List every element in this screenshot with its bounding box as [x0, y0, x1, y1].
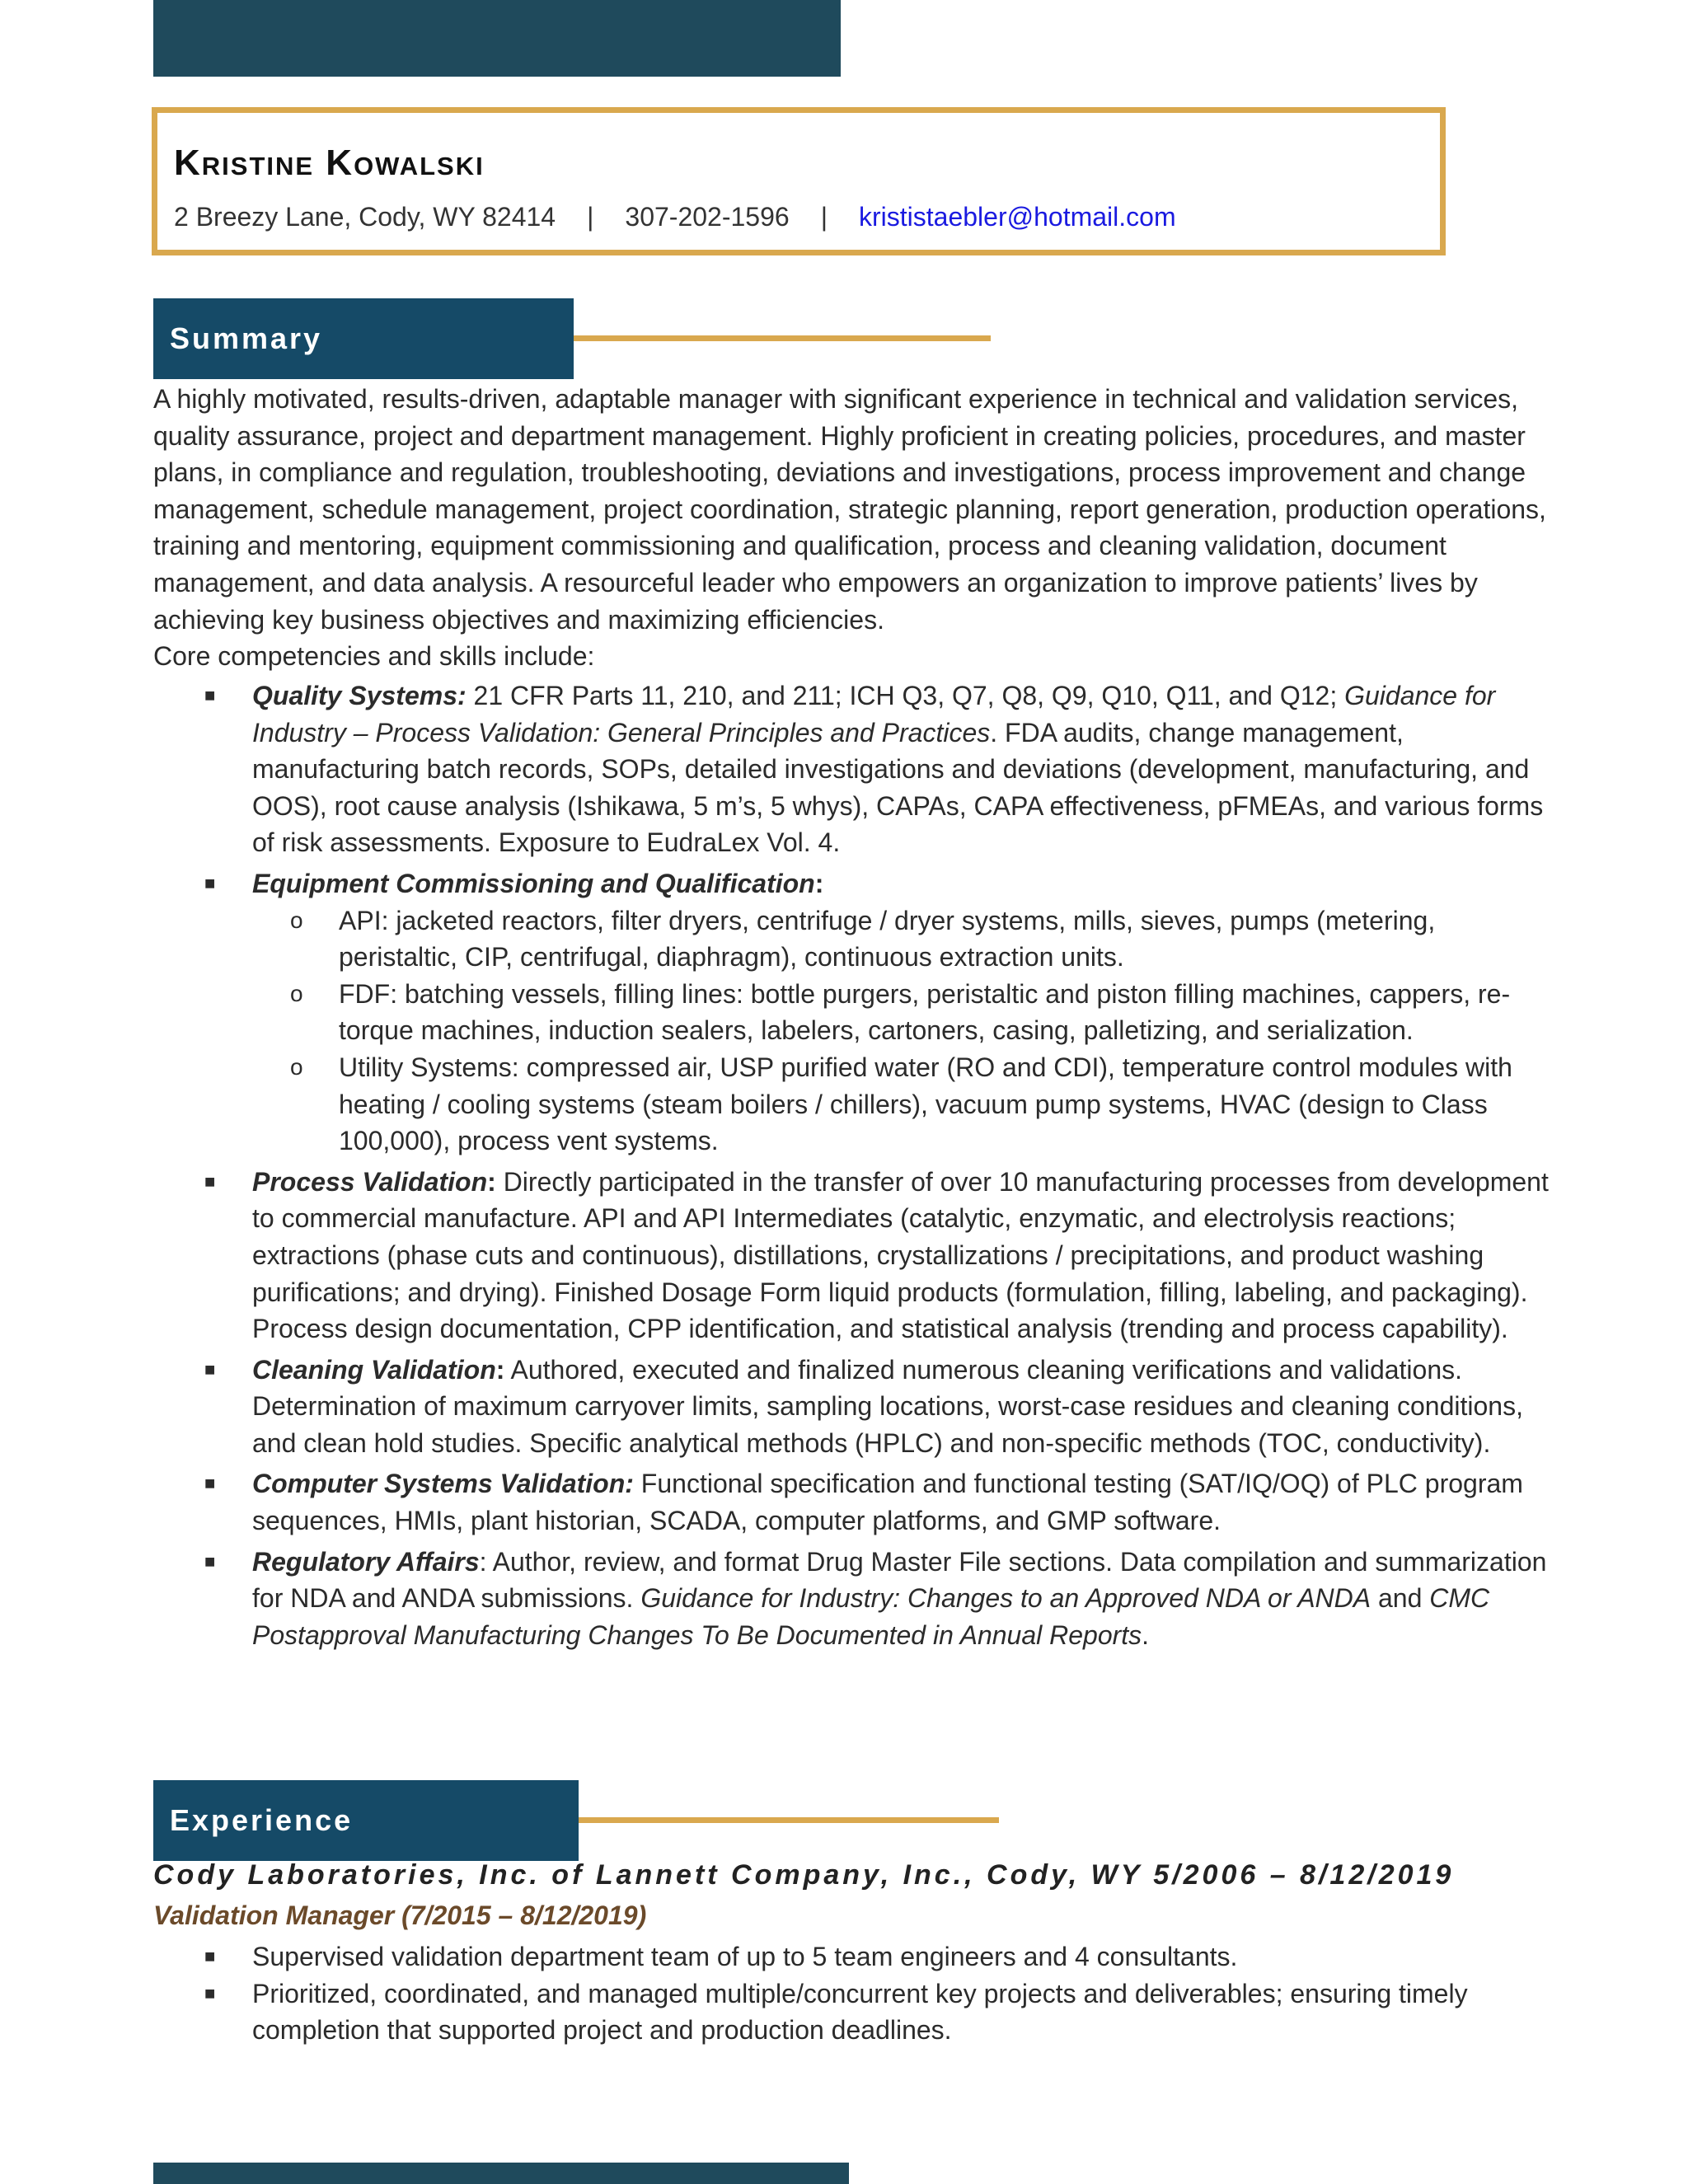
- item-italic: Guidance for Industry: Changes to an Approved NDA or ANDA: [640, 1583, 1372, 1614]
- sub-list-item: [252, 902, 1554, 976]
- summary-heading-bar: [153, 298, 574, 379]
- address: 2 Breezy Lane, Cody, WY 82414: [174, 202, 556, 232]
- sub-item-text: API: jacketed reactors, filter dryers, centrifuge / dryer systems, mills, sieves, pumps (metering, peristaltic, CIP, centrifugal, diaphragm), continuous extraction units.: [339, 905, 1436, 972]
- contact-separator: |: [587, 202, 594, 232]
- square-bullet-icon: ■: [204, 1473, 216, 1494]
- experience-heading: Experience: [170, 1803, 354, 1837]
- item-label: Regulatory Affairs: [252, 1546, 480, 1577]
- summary-text: [153, 381, 1554, 675]
- item-text: Functional specification and functional testing (SAT/IQ/OQ) of PLC program sequences, HMIs, plant historian, SCADA, computer platforms, and GMP software.: [252, 1469, 1523, 1536]
- list-item: [153, 1164, 1554, 1347]
- sub-list-item: [252, 976, 1554, 1049]
- sub-list-item: [252, 1049, 1554, 1160]
- item-text: and: [1371, 1583, 1430, 1614]
- experience-heading-rule: [579, 1817, 999, 1823]
- item-label: Quality Systems:: [252, 681, 467, 710]
- bullet-text: Supervised validation department team of up to 5 team engineers and 4 consultants.: [252, 1942, 1238, 1971]
- item-colon: :: [495, 1354, 505, 1385]
- square-bullet-icon: ■: [204, 872, 216, 893]
- item-label: Computer Systems Validation:: [252, 1469, 634, 1499]
- list-item: [153, 1352, 1554, 1462]
- square-bullet-icon: ■: [204, 1946, 216, 1966]
- list-item: [153, 677, 1554, 861]
- item-italic: Guidance for Industry – Process Validation: General Principles and Practices: [252, 681, 1496, 748]
- square-bullet-icon: ■: [204, 1358, 216, 1380]
- item-colon: :: [487, 1166, 496, 1197]
- list-item: [153, 1938, 1554, 1975]
- experience-bullets: [153, 1938, 1554, 2049]
- top-decorative-bar: [153, 0, 841, 77]
- list-item: [153, 1975, 1554, 2049]
- header-box: [152, 107, 1446, 255]
- sub-item-text: FDF: batching vessels, filling lines: bottle purgers, peristaltic and piston filling machines, cappers, re-torque machines, induction sealers, labelers, cartoners, casing, palletizing, and serialization.: [339, 978, 1511, 1046]
- item-text: .: [1142, 1619, 1150, 1650]
- company-line: Cody Laboratories, Inc. of Lannett Company, Inc., Cody, WY 5/2006 – 8/12/2019: [153, 1859, 1455, 1891]
- competencies-list: [153, 677, 1554, 1657]
- job-title: Validation Manager (7/2015 – 8/12/2019): [153, 1900, 647, 1930]
- item-label: Equipment Commissioning and Qualification: [252, 868, 815, 898]
- item-italic: CMC Postapproval Manufacturing Changes To Be Documented in Annual Reports: [252, 1583, 1490, 1650]
- contact-separator: |: [820, 202, 828, 232]
- item-text: . FDA audits, change management, manufacturing batch records, SOPs, detailed investigations and deviations (development, manufacturing, and OOS), root cause analysis (Ishikawa, 5 m’s, 5 whys), CAPAs, CAPA effectiveness, pFMEAs, and various forms of risk assessments. Exposure to EudraLex Vol. 4.: [252, 717, 1544, 858]
- summary-paragraph: A highly motivated, results-driven, adaptable manager with significant experience in technical and validation services, quality assurance, project and department management. Highly proficient in creating policies, procedures, and master plans, in compliance and regulation, troubleshooting, deviations and investigations, process improvement and change management, schedule management, project coordination, strategic planning, report generation, production operations, training and mentoring, equipment commissioning and qualification, process and cleaning validation, document management, and data analysis. A resourceful leader who empowers an organization to improve patients’ lives by achieving key business objectives and maximizing efficiencies.: [153, 384, 1546, 635]
- circle-bullet-icon: o: [290, 980, 303, 1006]
- list-item: [153, 865, 1554, 1160]
- circle-bullet-icon: o: [290, 907, 303, 933]
- item-colon: :: [814, 868, 824, 898]
- bullet-text: Prioritized, coordinated, and managed multiple/concurrent key projects and deliverables; ensuring timely completion that supported project and production deadlines.: [252, 1978, 1468, 2046]
- sub-item-text: Utility Systems: compressed air, USP purified water (RO and CDI), temperature control modules with heating / cooling systems (steam boilers / chillers), vacuum pump systems, HVAC (design to Class 100,000), process vent systems.: [339, 1052, 1512, 1156]
- item-label: Cleaning Validation: [252, 1354, 496, 1385]
- candidate-name: Kristine Kowalski: [174, 143, 485, 183]
- equipment-sublist: [252, 902, 1554, 1160]
- list-item: [153, 1465, 1554, 1539]
- phone: 307-202-1596: [625, 202, 790, 232]
- item-text: Directly participated in the transfer of over 10 manufacturing processes from development to commercial manufacture. API and API Intermediates (catalytic, enzymatic, and electrolysis reactions; extractions (phase cuts and continuous), distillations, crystallizations / precipitations, and product washing purifications; and drying). Finished Dosage Form liquid products (formulation, filling, labeling, and packaging). Process design documentation, CPP identification, and statistical analysis (trending and process capability).: [252, 1166, 1549, 1344]
- item-text: : Author, review, and format Drug Master File sections. Data compilation and summarization for NDA and ANDA submissions.: [252, 1546, 1547, 1614]
- experience-heading-bar: [153, 1780, 579, 1861]
- square-bullet-icon: ■: [204, 1170, 216, 1192]
- item-label: Process Validation: [252, 1166, 488, 1197]
- square-bullet-icon: ■: [204, 1982, 216, 2004]
- item-text: Authored, executed and finalized numerous cleaning verifications and validations. Determination of maximum carryover limits, sampling locations, worst-case residues and cleaning conditions, and clean hold studies. Specific analytical methods (HPLC) and non-specific methods (TOC, conductivity).: [252, 1354, 1523, 1458]
- square-bullet-icon: ■: [204, 685, 216, 705]
- item-text: 21 CFR Parts 11, 210, and 211; ICH Q3, Q7, Q8, Q9, Q10, Q11, and Q12;: [466, 681, 1345, 710]
- contact-line: [174, 202, 1176, 232]
- bottom-decorative-bar: [153, 2163, 849, 2184]
- email-link[interactable]: krististaebler@hotmail.com: [859, 202, 1176, 232]
- summary-heading-rule: [574, 335, 991, 341]
- circle-bullet-icon: o: [290, 1053, 303, 1080]
- competencies-intro: Core competencies and skills include:: [153, 641, 595, 672]
- list-item: [153, 1544, 1554, 1654]
- square-bullet-icon: ■: [204, 1550, 216, 1572]
- summary-heading: Summary: [170, 321, 323, 355]
